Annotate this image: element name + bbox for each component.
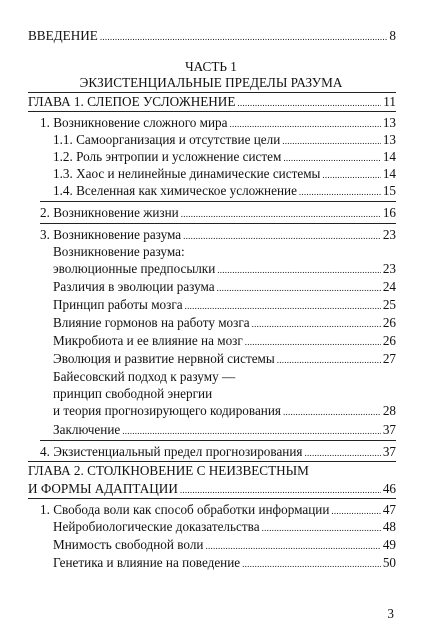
dot-leader [181,206,381,223]
dot-leader [237,95,381,112]
dot-leader [299,184,381,201]
toc-entry-subsection[interactable] [53,314,396,333]
toc-page: 50 [382,555,396,570]
toc-page: 14 [382,166,396,181]
toc-page: 11 [383,94,396,109]
dot-leader [283,404,381,421]
toc-title: Эволюция и развитие нервной системы [53,351,275,366]
toc-title-line: Возникновение разума: [53,244,185,259]
toc-entry-subsection[interactable] [53,278,396,297]
toc-page: 24 [382,279,396,294]
dot-leader [245,334,381,351]
toc-title: Микробиота и ее влияние на мозг [53,333,243,348]
toc-page: 15 [382,183,396,198]
toc-title: 1. Возникновение сложного мира [40,115,228,130]
toc-entry-subsection[interactable] [53,296,396,315]
toc-title: Влияние гормонов на работу мозга [53,315,250,330]
dot-leader [242,556,381,573]
dot-leader [183,228,381,245]
toc-entry-subsection[interactable] [53,518,396,537]
toc-page: 28 [382,403,396,418]
toc-entry-subsection[interactable] [53,182,396,201]
divider [28,498,396,499]
toc-page: 46 [382,481,396,496]
divider [40,223,396,224]
toc-title-line: Байесовский подход к разуму — [53,369,236,384]
toc-page: 37 [382,444,396,459]
toc-page: 49 [382,537,396,552]
toc-page: 13 [382,132,396,147]
toc-title: 1.2. Роль энтропии и усложнение систем [53,149,282,164]
toc-page: 14 [382,149,396,164]
toc-entry-chapter-2[interactable] [28,480,396,499]
toc-page: 26 [382,333,396,348]
toc-title: 4. Экзистенциальный предел прогнозирования [40,444,303,459]
toc-title: 2. Возникновение жизни [40,205,179,220]
toc-page: 48 [382,519,396,534]
toc-title-line: ГЛАВА 2. СТОЛКНОВЕНИЕ С НЕИЗВЕСТНЫМ [28,463,309,478]
toc-title: И ФОРМЫ АДАПТАЦИИ [28,481,178,496]
toc-title: ВВЕДЕНИЕ [28,28,98,43]
dot-leader [262,520,381,537]
toc-entry-subsection[interactable] [53,536,396,555]
toc-page: 25 [382,297,396,312]
toc-page: 16 [382,205,396,220]
toc-title: и теория прогнозирующего кодирования [53,403,281,418]
dot-leader [185,298,381,315]
dot-leader [277,352,381,369]
toc-title: 1.4. Вселенная как химическое усложнение [53,183,297,198]
toc-page: 23 [382,227,396,242]
toc-title: 1.1. Самоорганизация и отсутствие цели [53,132,281,147]
toc-entry-subsection[interactable] [53,421,396,440]
toc-title-line: принцип свободной энергии [53,386,213,401]
toc-title: Мнимость свободной воли [53,537,204,552]
toc-title: ГЛАВА 1. СЛЕПОЕ УСЛОЖНЕНИЕ [28,94,236,109]
dot-leader [217,280,381,297]
toc-title: Принцип работы мозга [53,297,183,312]
toc-page: 27 [382,351,396,366]
toc-title: эволюционные предпосылки [53,261,216,276]
dot-leader [205,538,380,555]
part-number: ЧАСТЬ 1 [185,59,237,74]
toc-title: 3. Возникновение разума [40,227,182,242]
toc-entry-subsection[interactable] [53,350,396,369]
toc-page: 47 [382,502,396,517]
dot-leader [122,423,381,440]
dot-leader [100,29,388,46]
toc-entry-section[interactable] [40,204,396,223]
toc-entry-intro[interactable] [28,27,396,46]
toc-page: 8 [389,28,396,43]
toc-entry-subsection[interactable] [53,260,396,279]
divider [28,111,396,112]
part-title: ЭКЗИСТЕНЦИАЛЬНЫЕ ПРЕДЕЛЫ РАЗУМА [79,75,343,90]
toc-page: 23 [382,261,396,276]
toc-title: Заключение [53,422,121,437]
dot-leader [252,316,381,333]
divider [40,440,396,441]
toc-entry-chapter-1[interactable] [28,93,396,112]
toc-entry-subsection[interactable] [53,402,396,421]
toc-entry-section[interactable] [40,443,396,462]
toc-entry-subsection[interactable] [53,332,396,351]
toc-title: 1. Свобода воли как способ обработки информации [40,502,330,517]
divider [40,201,396,202]
toc-page: 37 [382,422,396,437]
toc-title: Генетика и влияние на поведение [53,555,241,570]
dot-leader [180,482,381,499]
toc-entry-subsection[interactable] [53,554,396,573]
dot-leader [217,262,381,279]
toc-title: Нейробиологические доказательства [53,519,260,534]
toc-title: 1.3. Хаос и нелинейные динамические системы [53,166,321,181]
toc-title: Различия в эволюции разума [53,279,215,294]
page-number: 3 [387,606,394,621]
toc-page: 13 [382,115,396,130]
toc-page: 26 [382,315,396,330]
dot-leader [305,445,381,462]
